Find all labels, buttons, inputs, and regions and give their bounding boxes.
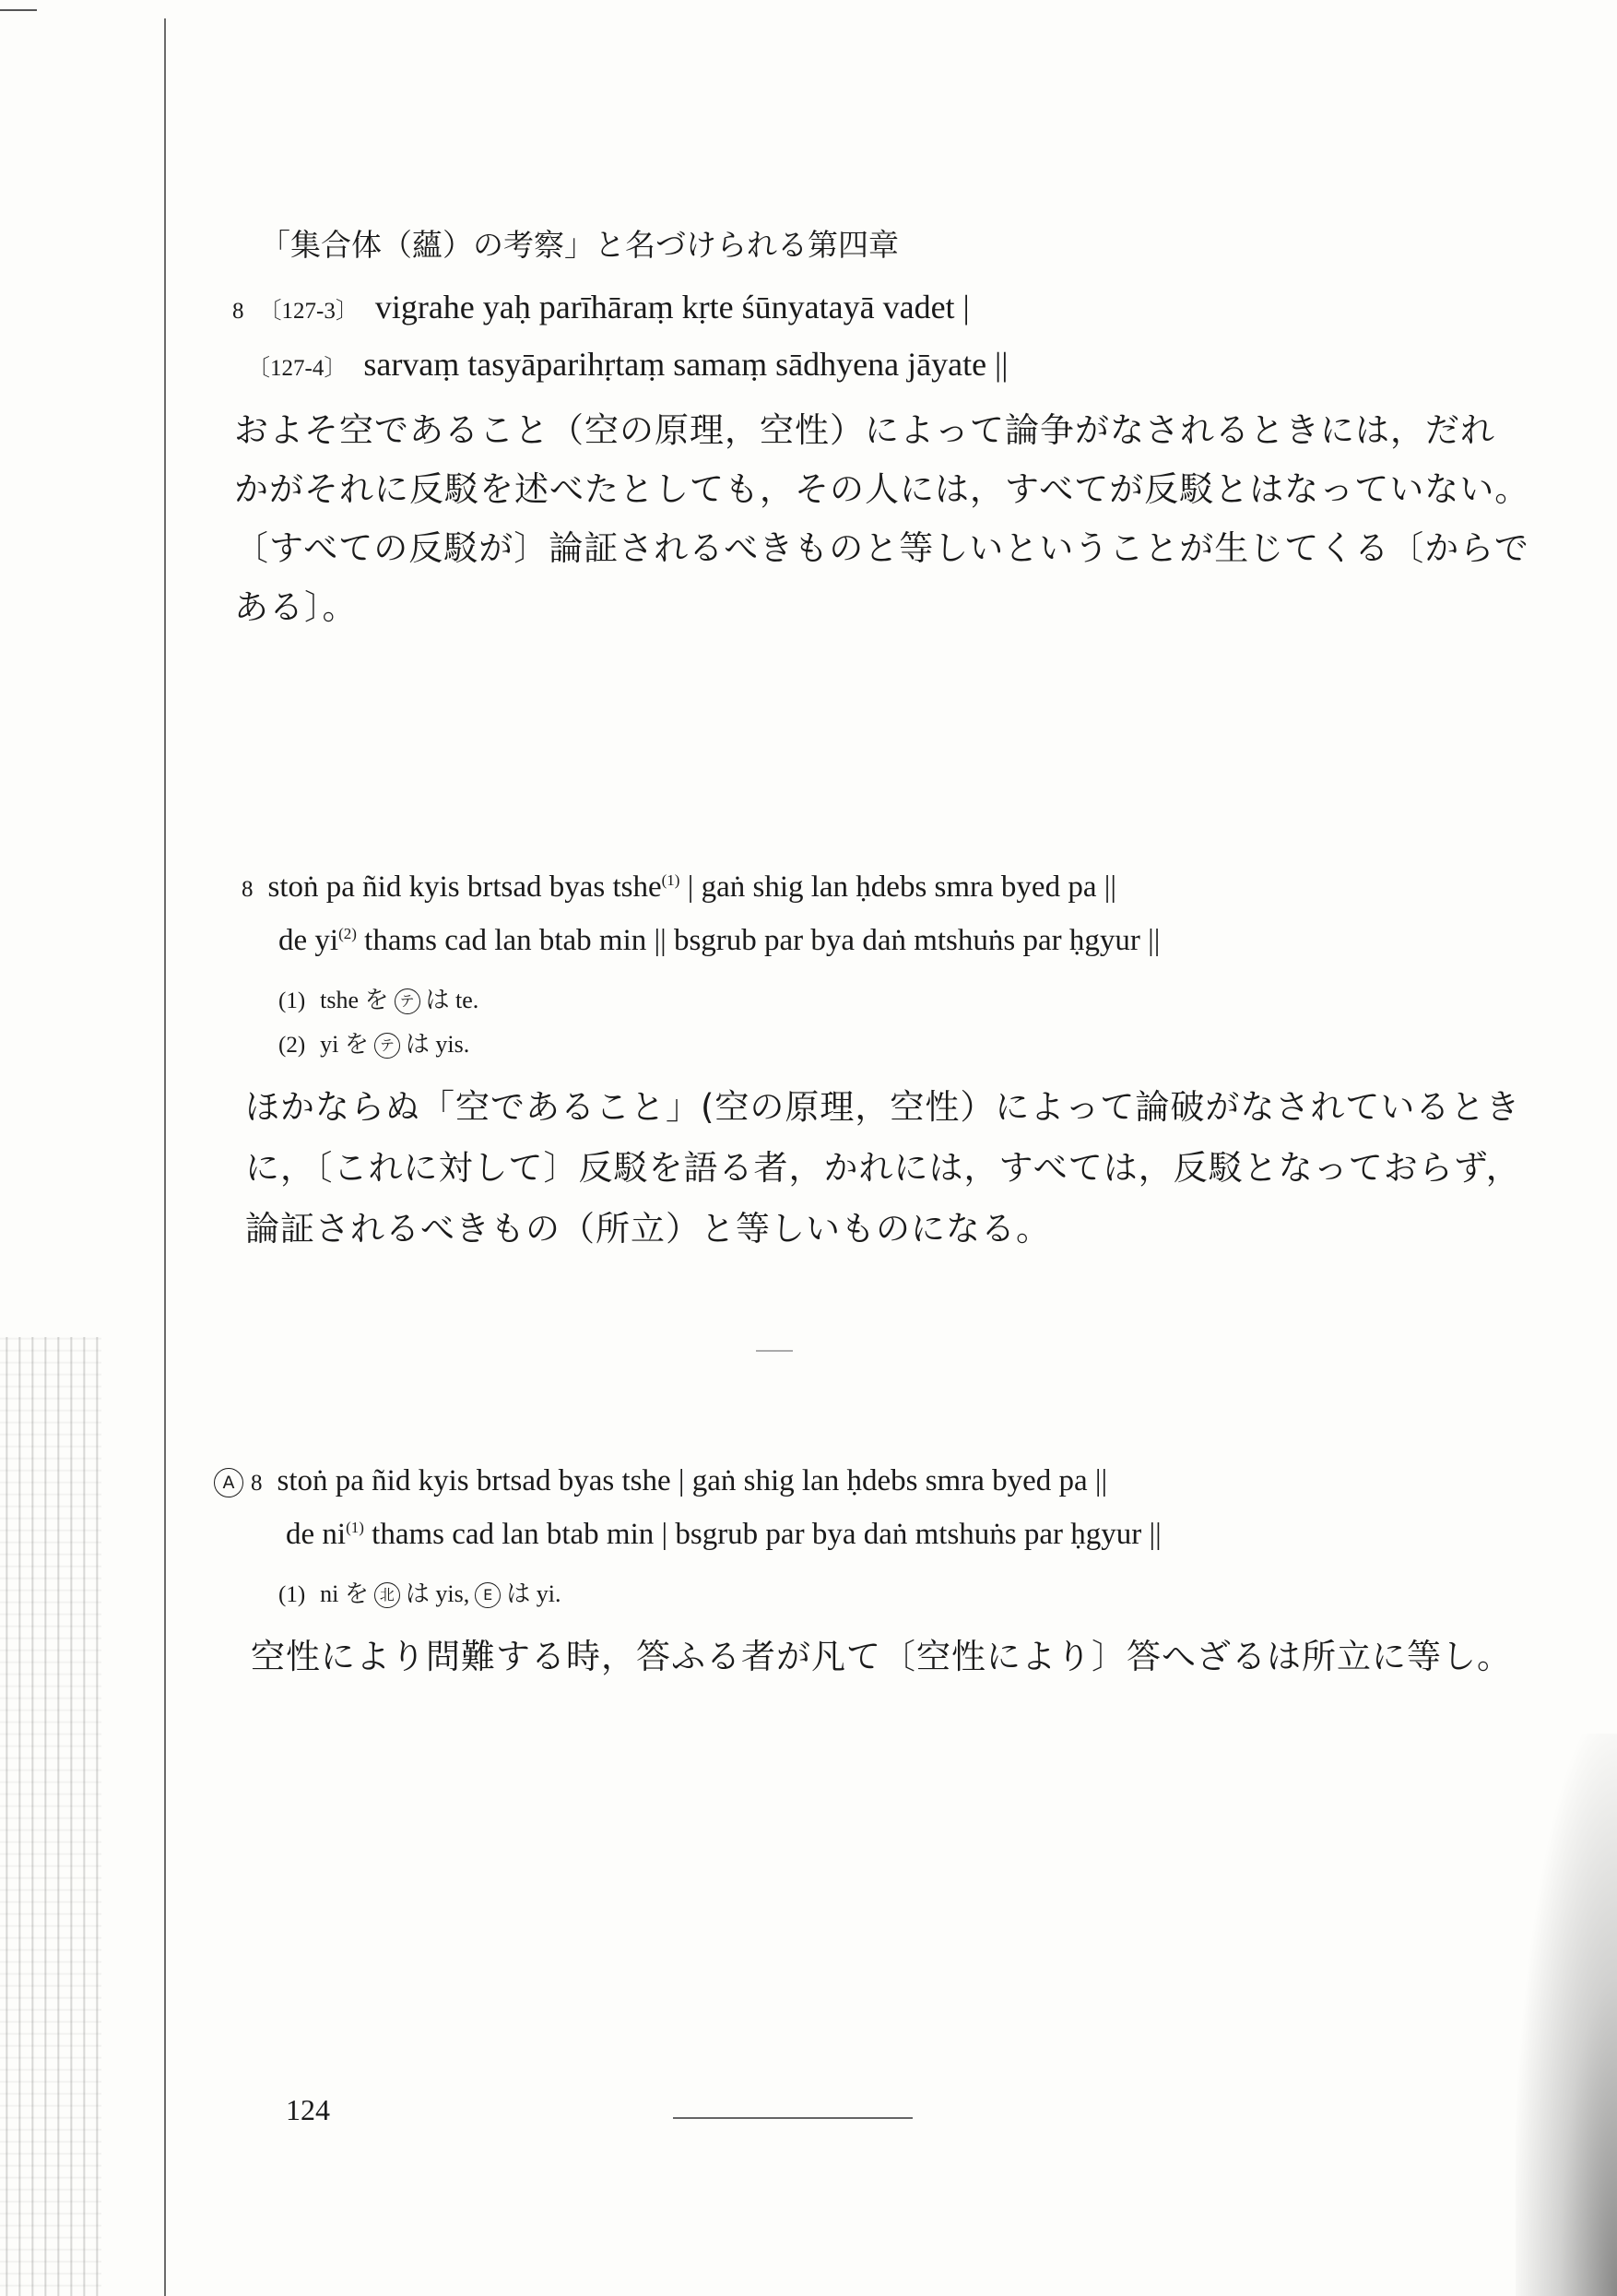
footnote: (1) ni を 北 は yis, E は yi. (278, 1580, 561, 1607)
scan-mark (0, 9, 37, 11)
verse-line-1: 8 stoṅ pa ñid kyis brtsad byas tshe$^{(1)}$ | gaṅ shig lan ḥdebs smra byed pa || (242, 870, 1116, 904)
page-number: 124 (286, 2093, 330, 2126)
chapter-heading: 「集合体（蘊）の考察」と名づけられる第四章 (260, 227, 899, 263)
variant-marker: A (214, 1468, 243, 1497)
footnote-marker: (1) (346, 1519, 364, 1536)
verse-text: sarvaṃ tasyāparihṛtaṃ samaṃ sādhyena jāyate || (363, 346, 1009, 383)
circled-source-mark: テ (374, 1033, 400, 1059)
scan-corner-noise (1516, 1734, 1617, 2296)
circled-source-mark: 北 (374, 1582, 400, 1608)
scan-gutter-noise (0, 1337, 101, 2296)
translation-line: 〔すべての反駁が〕論証されるべきものと等しいということが生じてくる〔からで (234, 528, 1529, 568)
circled-source-mark: E (475, 1582, 501, 1608)
translation-line: ほかならぬ「空であること」(空の原理，空性）によって論破がなされているとき (245, 1087, 1521, 1127)
verse-line-1 (232, 288, 970, 326)
binding-gutter-line (164, 18, 166, 2296)
translation-line: およそ空であること（空の原理，空性）によって論争がなされるときには，だれ (234, 410, 1495, 450)
verse-reference: 〔127-4〕 (247, 356, 348, 381)
footnote-marker: (1) (661, 871, 680, 889)
verse-line-2: de $ni^{(1)}$ thams cad lan btab min | bsgrub par bya daṅ mtshuṅs par ḥgyur || (286, 1518, 1162, 1551)
scan-line-artifact (673, 2117, 913, 2119)
translation-line: 空性により問難する時，答ふる者が凡て〔空性により〕答へざるは所立に等し。 (251, 1637, 1512, 1676)
translation-line: 論証されるべきもの（所立）と等しいものになる。 (245, 1209, 1051, 1249)
translation-line: ある〕。 (234, 587, 358, 627)
verse-line-1: A 8 stoṅ pa ñid kyis brtsad byas tshe | gaṅ shig lan ḥdebs smra byed pa || (214, 1464, 1107, 1498)
verse-reference: 〔127-3〕 (258, 299, 359, 324)
verse-line-2: de $yi^{(2)}$ thams cad lan btab min || bsgrub par bya daṅ mtshuṅs par ḥgyur || (278, 924, 1161, 957)
verse-text: vigrahe yaḥ parīhāraṃ kṛte śūnyatayā vadet | (374, 289, 970, 325)
footnote: (2) yi を テ は yis. (278, 1031, 470, 1058)
verse-line-2 (247, 345, 1008, 384)
footnote-marker: (2) (338, 925, 357, 942)
circled-source-mark: テ (395, 988, 420, 1014)
translation-line: に，〔これに対して〕反駁を語る者，かれには，すべては，反駁となっておらず， (245, 1148, 1521, 1188)
verse-number: 8 (232, 299, 244, 324)
translation-line: かがそれに反駁を述べたとしても，その人には，すべてが反駁とはなっていない。 (234, 469, 1530, 509)
footnote: (1) tshe を テ は te. (278, 987, 479, 1013)
verse-number: 8 (251, 1471, 263, 1496)
scan-speck (756, 1350, 793, 1352)
verse-number: 8 (242, 877, 254, 902)
